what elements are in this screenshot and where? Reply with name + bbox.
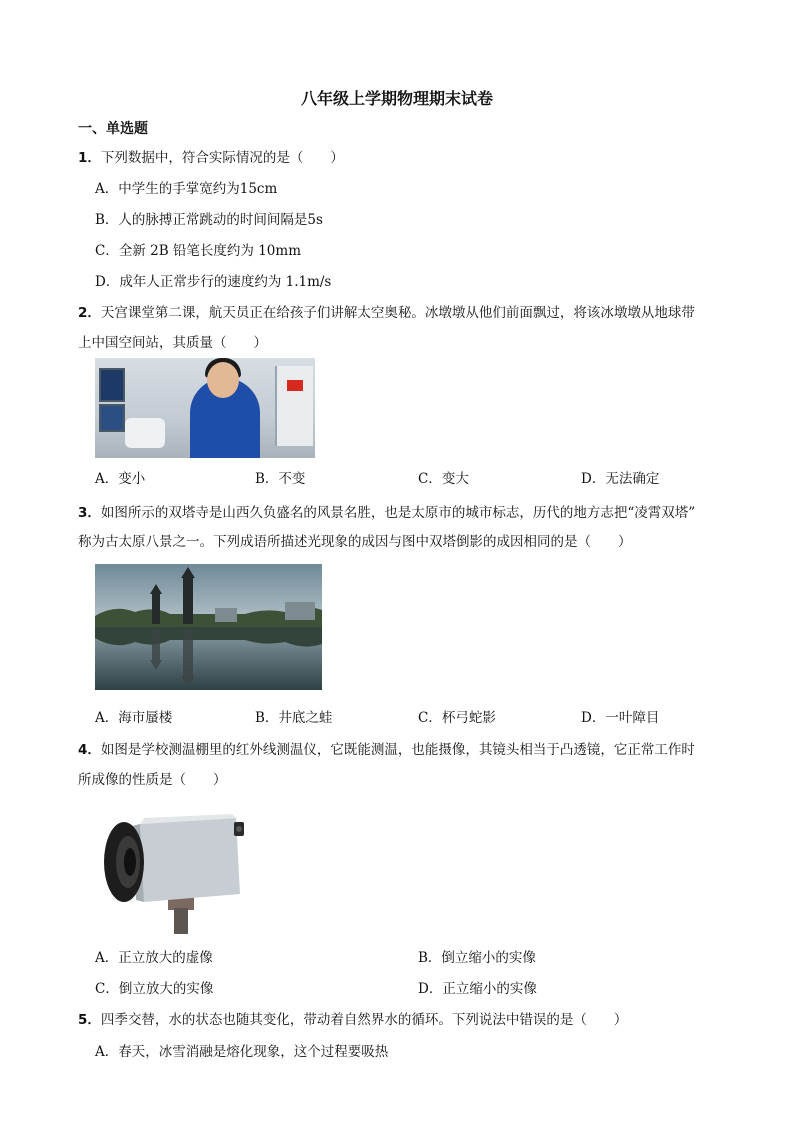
option-1b: B．人的脉搏正常跳动的时间间隔是5s [95, 212, 323, 228]
option-2d: D．无法确定 [581, 471, 660, 487]
question-stem: 天宫课堂第二课，航天员正在给孩子们讲解太空奥秘。冰墩墩从他们前面飘过，将该冰墩墩从地球带 [100, 305, 695, 321]
question-2-continued: 上中国空间站，其质量（ ） [78, 335, 267, 351]
option-4d: D．正立缩小的实像 [418, 981, 537, 997]
equipment [125, 418, 165, 448]
page-title: 八年级上学期物理期末试卷 [300, 89, 493, 108]
question-4-continued: 所成像的性质是（ ） [78, 772, 227, 788]
question-1 [78, 146, 344, 166]
question-stem: 下列数据中，符合实际情况的是（ ） [100, 150, 344, 166]
twin-towers-photo [95, 564, 322, 690]
question-stem: 如图是学校测温棚里的红外线测温仪，它既能测温，也能摄像，其镜头相当于凸透镜，它正常工作时 [100, 742, 695, 758]
question-2 [78, 301, 695, 321]
option-3c: C．杯弓蛇影 [418, 710, 496, 726]
space-station-photo [95, 358, 315, 458]
option-2a: A．变小 [95, 471, 146, 487]
option-3a: A．海市蜃楼 [95, 710, 173, 726]
question-stem: 如图所示的双塔寺是山西久负盛名的风景名胜，也是太原市的城市标志，历代的地方志把“凌霄双塔” [100, 505, 696, 521]
question-3 [78, 501, 695, 521]
astronaut-head [207, 362, 239, 398]
question-3-continued: 称为古太原八景之一。下列成语所描述光现象的成因与图中双塔倒影的成因相同的是（ ） [78, 534, 632, 550]
option-4c: C．倒立放大的实像 [95, 981, 214, 997]
monitor-screen [99, 404, 125, 432]
monitor-screen [99, 368, 125, 402]
question-5 [78, 1008, 627, 1028]
option-4b: B．倒立缩小的实像 [418, 950, 536, 966]
option-3b: B．井底之蛙 [255, 710, 333, 726]
option-2b: B．不变 [255, 471, 306, 487]
question-stem: 四季交替，水的状态也随其变化，带动着自然界水的循环。下列说法中错误的是（ ） [100, 1012, 628, 1028]
option-5a: A．春天，冰雪消融是熔化现象，这个过程要吸热 [95, 1044, 389, 1060]
option-1c: C．全新 2B 铅笔长度约为 10mm [95, 243, 301, 259]
twin-towers-illustration [95, 564, 322, 690]
option-2c: C．变大 [418, 471, 469, 487]
question-number: 5． [78, 1012, 101, 1028]
flag-icon [287, 380, 303, 391]
question-number: 2． [78, 305, 101, 321]
question-number: 3． [78, 505, 101, 521]
question-number: 4． [78, 742, 101, 758]
thermal-camera-photo [100, 812, 250, 934]
question-4 [78, 738, 695, 758]
question-number: 1． [78, 150, 101, 166]
option-1a: A．中学生的手掌宽约为15cm [95, 181, 278, 197]
option-4a: A．正立放大的虚像 [95, 950, 213, 966]
option-1d: D．成年人正常步行的速度约为 1.1m/s [95, 274, 332, 290]
wall-panel [275, 366, 313, 446]
section-heading: 一、单选题 [78, 121, 148, 137]
thermal-camera-illustration [100, 812, 250, 934]
option-3d: D．一叶障目 [581, 710, 660, 726]
